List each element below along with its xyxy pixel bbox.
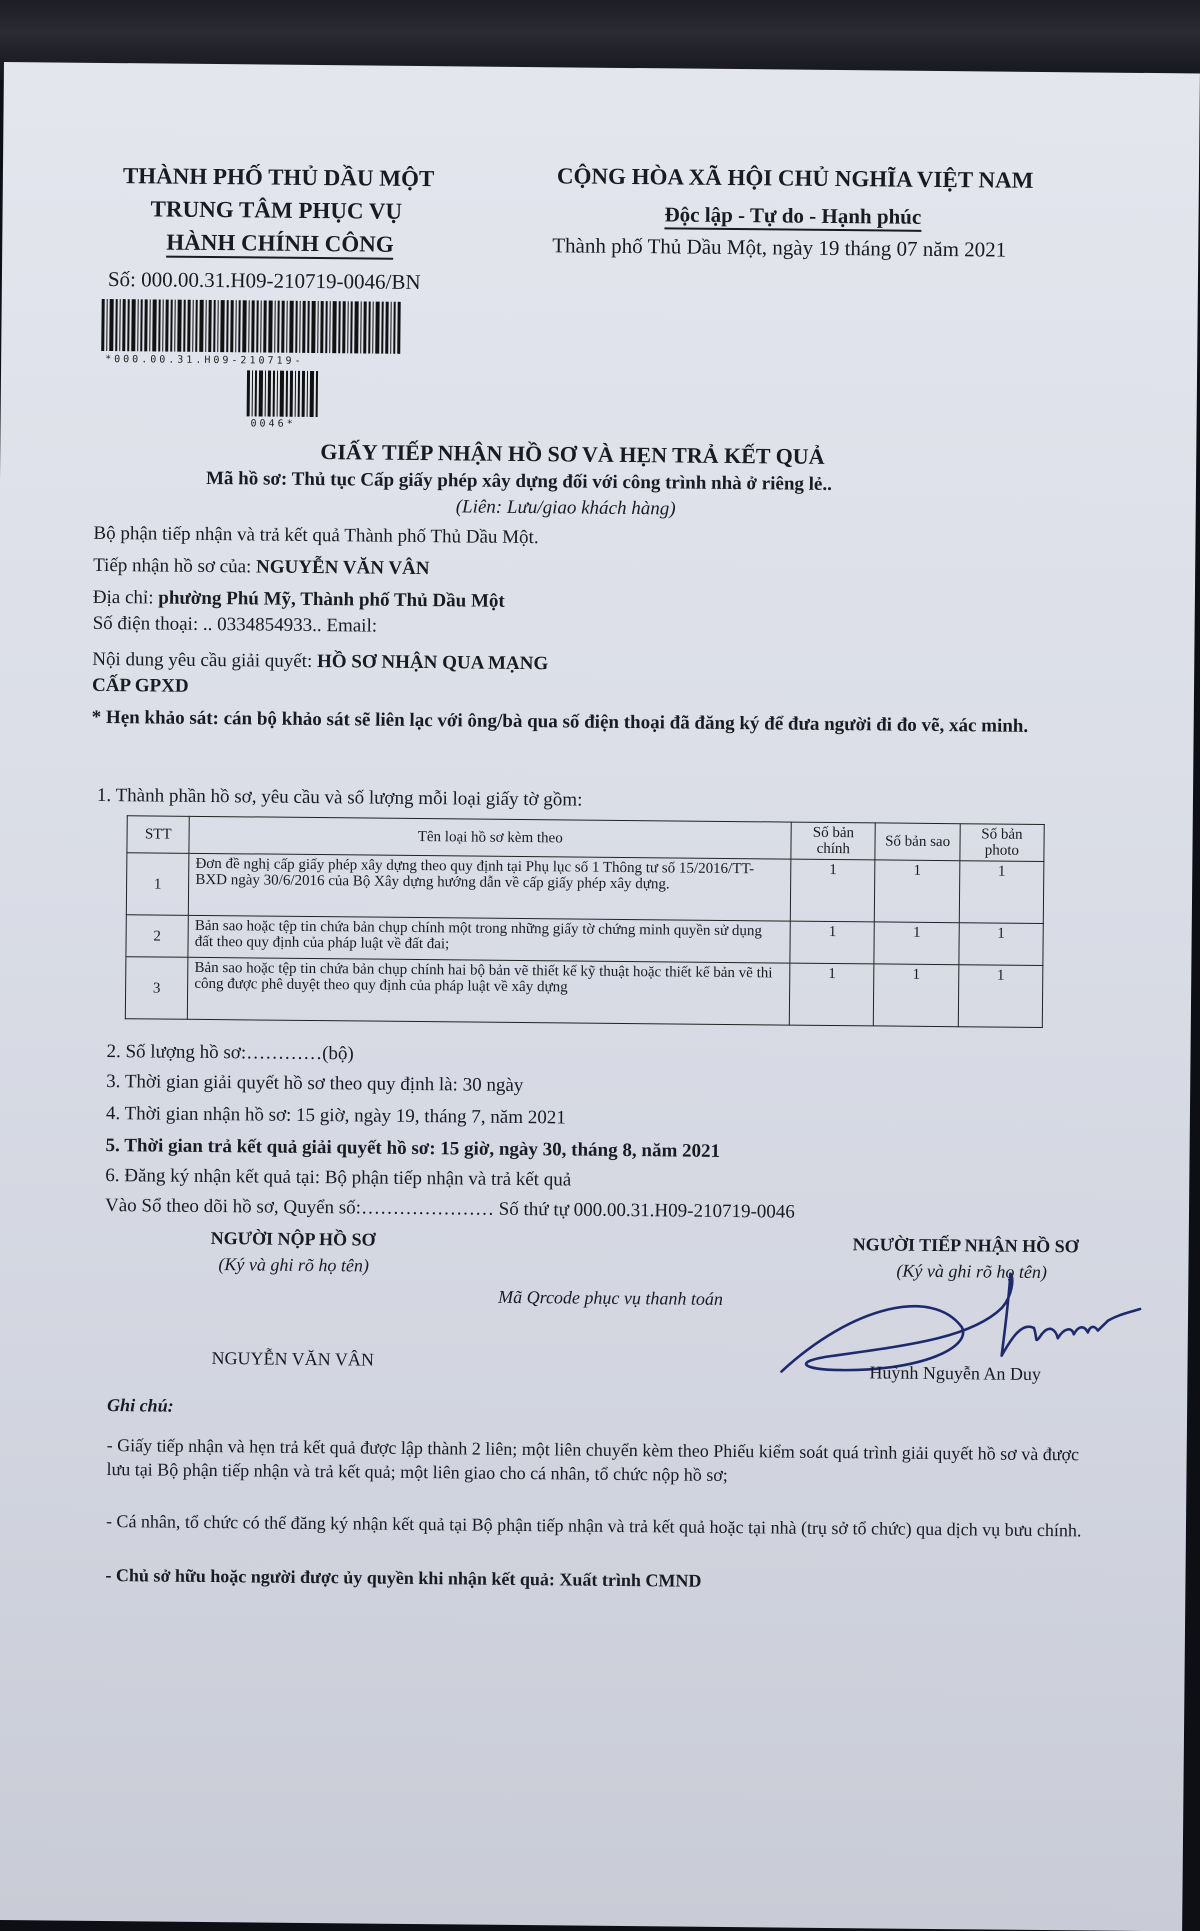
table-row [126, 853, 1044, 924]
header-left-line1: THÀNH PHỐ THỦ DẦU MỘT [122, 163, 435, 192]
notes-title: Ghi chú: [107, 1395, 174, 1416]
row-stt: 2 [126, 915, 189, 958]
item-2: 2. Số lượng hồ sơ:…………(bộ) [106, 1041, 354, 1065]
item-3: 3. Thời gian giải quyết hồ sơ theo quy định là: 30 ngày [106, 1071, 524, 1097]
row-sao: 1 [874, 922, 959, 965]
qrcode-caption: Mã Qrcode phục vụ thanh toán [498, 1286, 724, 1309]
document-lien: (Liên: Lưu/giao khách hàng) [455, 496, 676, 520]
item-6: 6. Đăng ký nhận kết quả tại: Bộ phận tiếp nhận và trả kết quả [105, 1165, 572, 1191]
barcode-row1 [101, 299, 471, 355]
row-name: Đơn đề nghị cấp giấy phép xây dựng theo quy định tại Phụ lục số 1 Thông tư số 15/2016/TT-BXD ngày 30/6/2016 của Bộ Xây dựng hướng dẫn về cấp giấy phép xây dựng. [189, 853, 792, 921]
header-right-line1: CỘNG HÒA XÃ HỘI CHỦ NGHĨA VIỆT NAM [556, 163, 1034, 193]
cap-gpxd: CẤP GPXD [91, 674, 189, 697]
noi-dung-line [92, 649, 548, 675]
nguoi-tiep-name: Huỳnh Nguyễn An Duy [869, 1362, 1042, 1385]
row-sao: 1 [875, 860, 960, 923]
row-photo: 1 [959, 923, 1044, 966]
dien-thoai-line: Số điện thoại: .. 0334854933.. Email: [92, 612, 378, 637]
item-5: 5. Thời gian trả kết quả giải quyết hồ sơ: 15 giờ, ngày 30, tháng 8, năm 2021 [105, 1135, 721, 1162]
row-sao: 1 [874, 964, 959, 1027]
row-photo: 1 [959, 861, 1044, 924]
noi-dung-label: Nội dung yêu cầu giải quyết: [92, 648, 318, 673]
note-1: - Giấy tiếp nhận và hẹn trả kết quả được lập thành 2 liên; một liên chuyển kèm theo Phiếu kiểm soát quá trình giải quyết hồ sơ và được lưu tại Bộ phận tiếp nhận và trả kết quả; một liên giao cho cá nhân, tổ chức nộp hồ sơ; [106, 1435, 1080, 1486]
table-header-chinh: Số bản chính [791, 822, 876, 860]
note-2: - Cá nhân, tổ chức có thể đăng ký nhận kết quả tại Bộ phận tiếp nhận và trả kết quả hoặc tại nhà (trụ sở tổ chức) qua dịch vụ bưu chính. [105, 1511, 1082, 1541]
document-subtitle: Mã hồ sơ: Thủ tục Cấp giấy phép xây dựng đối với công trình nhà ở riêng lẻ.. [205, 467, 833, 495]
header-left-line3: HÀNH CHÍNH CÔNG [166, 230, 394, 260]
table-header-sao: Số bản sao [875, 823, 960, 861]
row-name: Bản sao hoặc tệp tin chứa bản chụp chính hai bộ bản vẽ thiết kế kỹ thuật hoặc thiết kế bản vẽ thi công được phê duyệt theo quy định của pháp luật về xây dựng [188, 957, 791, 1025]
hen-khao-sat: * Hẹn khảo sát: cán bộ khảo sát sẽ liên lạc với ông/bà qua số điện thoại đã đăng ký để đưa người đi đo vẽ, xác minh. [91, 706, 1029, 737]
header-right-line2: Độc lập - Tự do - Hạnh phúc [664, 202, 921, 231]
row-chinh: 1 [789, 963, 874, 1026]
table-header-name: Tên loại hồ sơ kèm theo [189, 816, 791, 859]
row-photo: 1 [958, 965, 1043, 1028]
bo-phan-text: Bộ phận tiếp nhận và trả kết quả Thành phố Thủ Dầu Một. [93, 522, 539, 549]
item-4: 4. Thời gian nhận hồ sơ: 15 giờ, ngày 19, tháng 7, năm 2021 [105, 1103, 566, 1129]
barcode-row2 [247, 370, 331, 417]
nguoi-nop-name: NGUYỄN VĂN VÂN [211, 1348, 375, 1370]
row-stt: 1 [126, 853, 189, 916]
barcode-text1: *000.00.31.H09-210719- [105, 353, 304, 367]
dia-chi-label: Địa chỉ: [92, 586, 159, 609]
table-header-stt: STT [127, 816, 190, 854]
row-name: Bản sao hoặc tệp tin chứa bản chụp chính một trong những giấy tờ chứng minh quyền sử dụng đất theo quy định của pháp luật về đất đai; [188, 915, 790, 963]
tiep-nhan-line [93, 555, 430, 580]
table-header-photo: Số bản photo [960, 824, 1045, 862]
noi-dung-value: HỒ SƠ NHẬN QUA MẠNG [316, 651, 549, 675]
document-date: Thành phố Thủ Dầu Một, ngày 19 tháng 07 năm 2021 [552, 233, 1007, 262]
table-row [125, 957, 1043, 1028]
row-stt: 3 [125, 957, 188, 1020]
documents-table [125, 815, 1045, 1028]
vao-so-line: Vào Sổ theo dõi hồ sơ, Quyển số:………………… Số thứ tự 000.00.31.H09-210719-0046 [104, 1195, 795, 1223]
nguoi-tiep-title: NGƯỜI TIẾP NHẬN HỒ SƠ [852, 1234, 1079, 1257]
note-3: - Chủ sở hữu hoặc người được ủy quyền khi nhận kết quả: Xuất trình CMND [105, 1565, 702, 1591]
nguoi-tiep-note: (Ký và ghi rõ họ tên) [896, 1260, 1047, 1283]
section1-heading: 1. Thành phần hồ sơ, yêu cầu và số lượng mỗi loại giấy tờ gồm: [96, 784, 583, 811]
nguoi-nop-title: NGƯỜI NỘP HỒ SƠ [210, 1228, 376, 1250]
dia-chi-value: phường Phú Mỹ, Thành phố Thủ Dầu Một [158, 587, 505, 612]
tiep-nhan-value: NGUYỄN VĂN VÂN [255, 556, 430, 580]
document-sheet [0, 62, 1200, 1931]
row-chinh: 1 [790, 859, 875, 922]
document-number: Số: 000.00.31.H09-210719-0046/BN [107, 267, 421, 295]
barcode-text2: 0046* [250, 418, 296, 430]
nguoi-nop-note: (Ký và ghi rõ họ tên) [218, 1254, 370, 1276]
dia-chi-line [93, 587, 505, 613]
tiep-nhan-label: Tiếp nhận hồ sơ của: [93, 554, 257, 578]
row-chinh: 1 [790, 921, 875, 964]
document-title: GIẤY TIẾP NHẬN HỒ SƠ VÀ HẸN TRẢ KẾT QUẢ [320, 439, 825, 469]
header-left-line2: TRUNG TÂM PHỤC VỤ [150, 196, 403, 224]
